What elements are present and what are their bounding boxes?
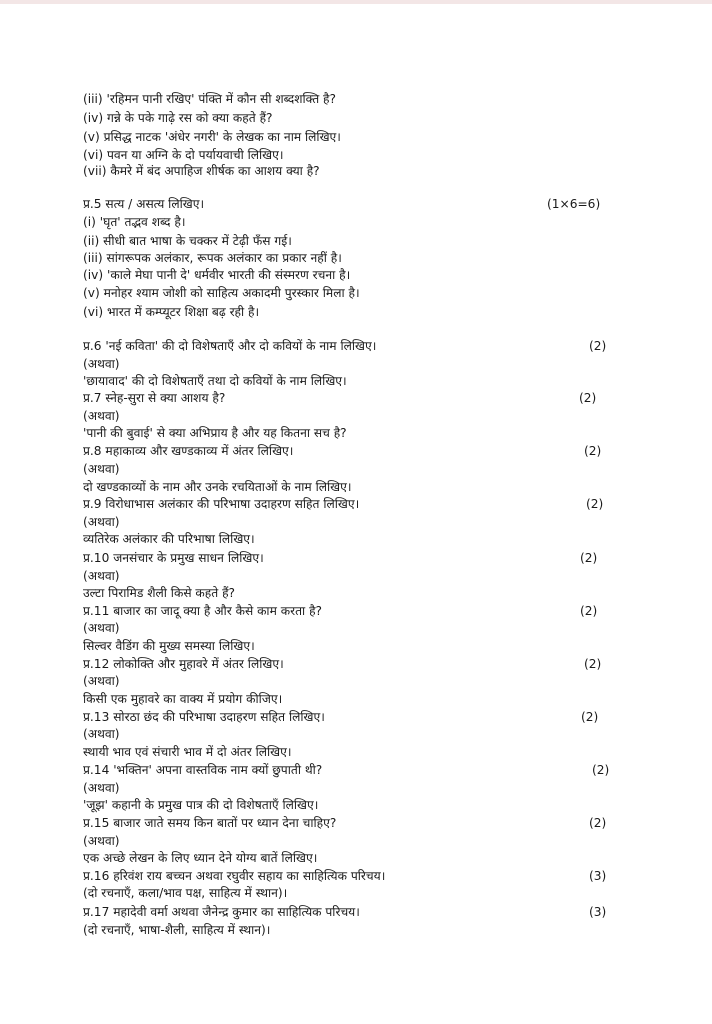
q11-marks: (2)	[580, 604, 598, 618]
q5-item-vi: (vi) भारत में कम्प्यूटर शिक्षा बढ़ रही है।	[83, 305, 260, 319]
q7-or: (अथवा)	[83, 409, 120, 423]
q9-question: प्र.9 विरोधाभास अलंकार की परिभाषा उदाहरण सहित लिखिए।	[83, 497, 360, 511]
q5-item-iii: (iii) सांगरूपक अलंकार, रूपक अलंकार का प्रकार नहीं है।	[83, 251, 342, 265]
q17-marks: (3)	[589, 905, 607, 919]
q13-or: (अथवा)	[83, 727, 120, 741]
q6-marks: (2)	[589, 339, 607, 353]
q5-item-v: (v) मनोहर श्याम जोशी को साहित्य अकादमी पुरस्कार मिला है।	[83, 286, 360, 300]
q5-item-iv: (iv) 'काले मेघा पानी दे' धर्मवीर भारती की संस्मरण रचना है।	[83, 268, 351, 282]
q10-question: प्र.10 जनसंचार के प्रमुख साधन लिखिए।	[83, 551, 264, 565]
q11-or: (अथवा)	[83, 621, 120, 635]
q15-question: प्र.15 बाजार जाते समय किन बातों पर ध्यान देना चाहिए?	[83, 816, 337, 830]
q11-alternative: सिल्वर वैडिंग की मुख्य समस्या लिखिए।	[83, 639, 255, 653]
q5-heading: प्र.5 सत्य / असत्य लिखिए।	[83, 197, 205, 211]
q5-marks: (1×6=6)	[547, 197, 601, 211]
q13-marks: (2)	[581, 710, 599, 724]
q6-alternative: 'छायावाद' की दो विशेषताएँ तथा दो कवियों के नाम लिखिए।	[83, 374, 347, 388]
q16-marks: (3)	[589, 869, 607, 883]
fill-blank-item-iv: (iv) गन्ने के पके गाढ़े रस को क्या कहते हैं?	[83, 111, 273, 125]
q17-question: प्र.17 महादेवी वर्मा अथवा जैनेन्द्र कुमार का साहित्यिक परिचय।	[83, 905, 360, 919]
q15-or: (अथवा)	[83, 834, 120, 848]
q17-note: (दो रचनाएँ, भाषा-शैली, साहित्य में स्थान)।	[83, 923, 271, 937]
q12-or: (अथवा)	[83, 674, 120, 688]
q8-marks: (2)	[584, 444, 602, 458]
q10-or: (अथवा)	[83, 569, 120, 583]
q10-alternative: उल्टा पिरामिड शैली किसे कहते हैं?	[83, 586, 236, 600]
fill-blank-item-v: (v) प्रसिद्ध नाटक 'अंधेर नगरी' के लेखक का नाम लिखिए।	[83, 130, 341, 144]
q9-marks: (2)	[586, 497, 604, 511]
q7-alternative: 'पानी की बुवाई' से क्या अभिप्राय है और यह कितना सच है?	[83, 426, 347, 440]
q9-alternative: व्यतिरेक अलंकार की परिभाषा लिखिए।	[83, 532, 255, 546]
q14-alternative: 'जूझ' कहानी के प्रमुख पात्र की दो विशेषताएँ लिखिए।	[83, 798, 319, 812]
q6-question: प्र.6 'नई कविता' की दो विशेषताएँ और दो कवियों के नाम लिखिए।	[83, 339, 377, 353]
q8-alternative: दो खण्डकाव्यों के नाम और उनके रचयिताओं के नाम लिखिए।	[83, 480, 352, 494]
q15-marks: (2)	[589, 816, 607, 830]
q7-question: प्र.7 स्नेह-सुरा से क्या आशय है?	[83, 391, 226, 405]
fill-blank-item-iii: (iii) 'रहिमन पानी रखिए' पंक्ति में कौन सी शब्दशक्ति है?	[83, 92, 336, 106]
q10-marks: (2)	[580, 551, 598, 565]
fill-blank-item-vi: (vi) पवन या अग्नि के दो पर्यायवाची लिखिए।	[83, 148, 284, 162]
page-top-edge	[0, 0, 712, 4]
q14-question: प्र.14 'भक्तिन' अपना वास्तविक नाम क्यों छुपाती थी?	[83, 763, 323, 777]
q16-note: (दो रचनाएँ, कला/भाव पक्ष, साहित्य में स्थान)।	[83, 886, 288, 900]
q11-question: प्र.11 बाजार का जादू क्या है और कैसे काम करता है?	[83, 604, 323, 618]
q7-marks: (2)	[579, 391, 597, 405]
q15-alternative: एक अच्छे लेखन के लिए ध्यान देने योग्य बातें लिखिए।	[83, 851, 318, 865]
q14-marks: (2)	[592, 763, 610, 777]
q8-question: प्र.8 महाकाव्य और खण्डकाव्य में अंतर लिखिए।	[83, 444, 294, 458]
q12-alternative: किसी एक मुहावरे का वाक्य में प्रयोग कीजिए।	[83, 692, 283, 706]
q13-alternative: स्थायी भाव एवं संचारी भाव में दो अंतर लिखिए।	[83, 745, 292, 759]
fill-blank-item-vii: (vii) कैमरे में बंद अपाहिज शीर्षक का आशय क्या है?	[83, 164, 320, 178]
q12-marks: (2)	[584, 657, 602, 671]
q8-or: (अथवा)	[83, 462, 120, 476]
q13-question: प्र.13 सोरठा छंद की परिभाषा उदाहरण सहित लिखिए।	[83, 710, 325, 724]
q5-item-ii: (ii) सीधी बात भाषा के चक्कर में टेढ़ी फँस गई।	[83, 234, 292, 248]
q14-or: (अथवा)	[83, 781, 120, 795]
q12-question: प्र.12 लोकोक्ति और मुहावरे में अंतर लिखिए।	[83, 657, 284, 671]
q9-or: (अथवा)	[83, 515, 120, 529]
q5-item-i: (i) 'घृत' तद्भव शब्द है।	[83, 215, 186, 229]
q16-question: प्र.16 हरिवंश राय बच्चन अथवा रघुवीर सहाय का साहित्यिक परिचय।	[83, 869, 386, 883]
q6-or: (अथवा)	[83, 357, 120, 371]
